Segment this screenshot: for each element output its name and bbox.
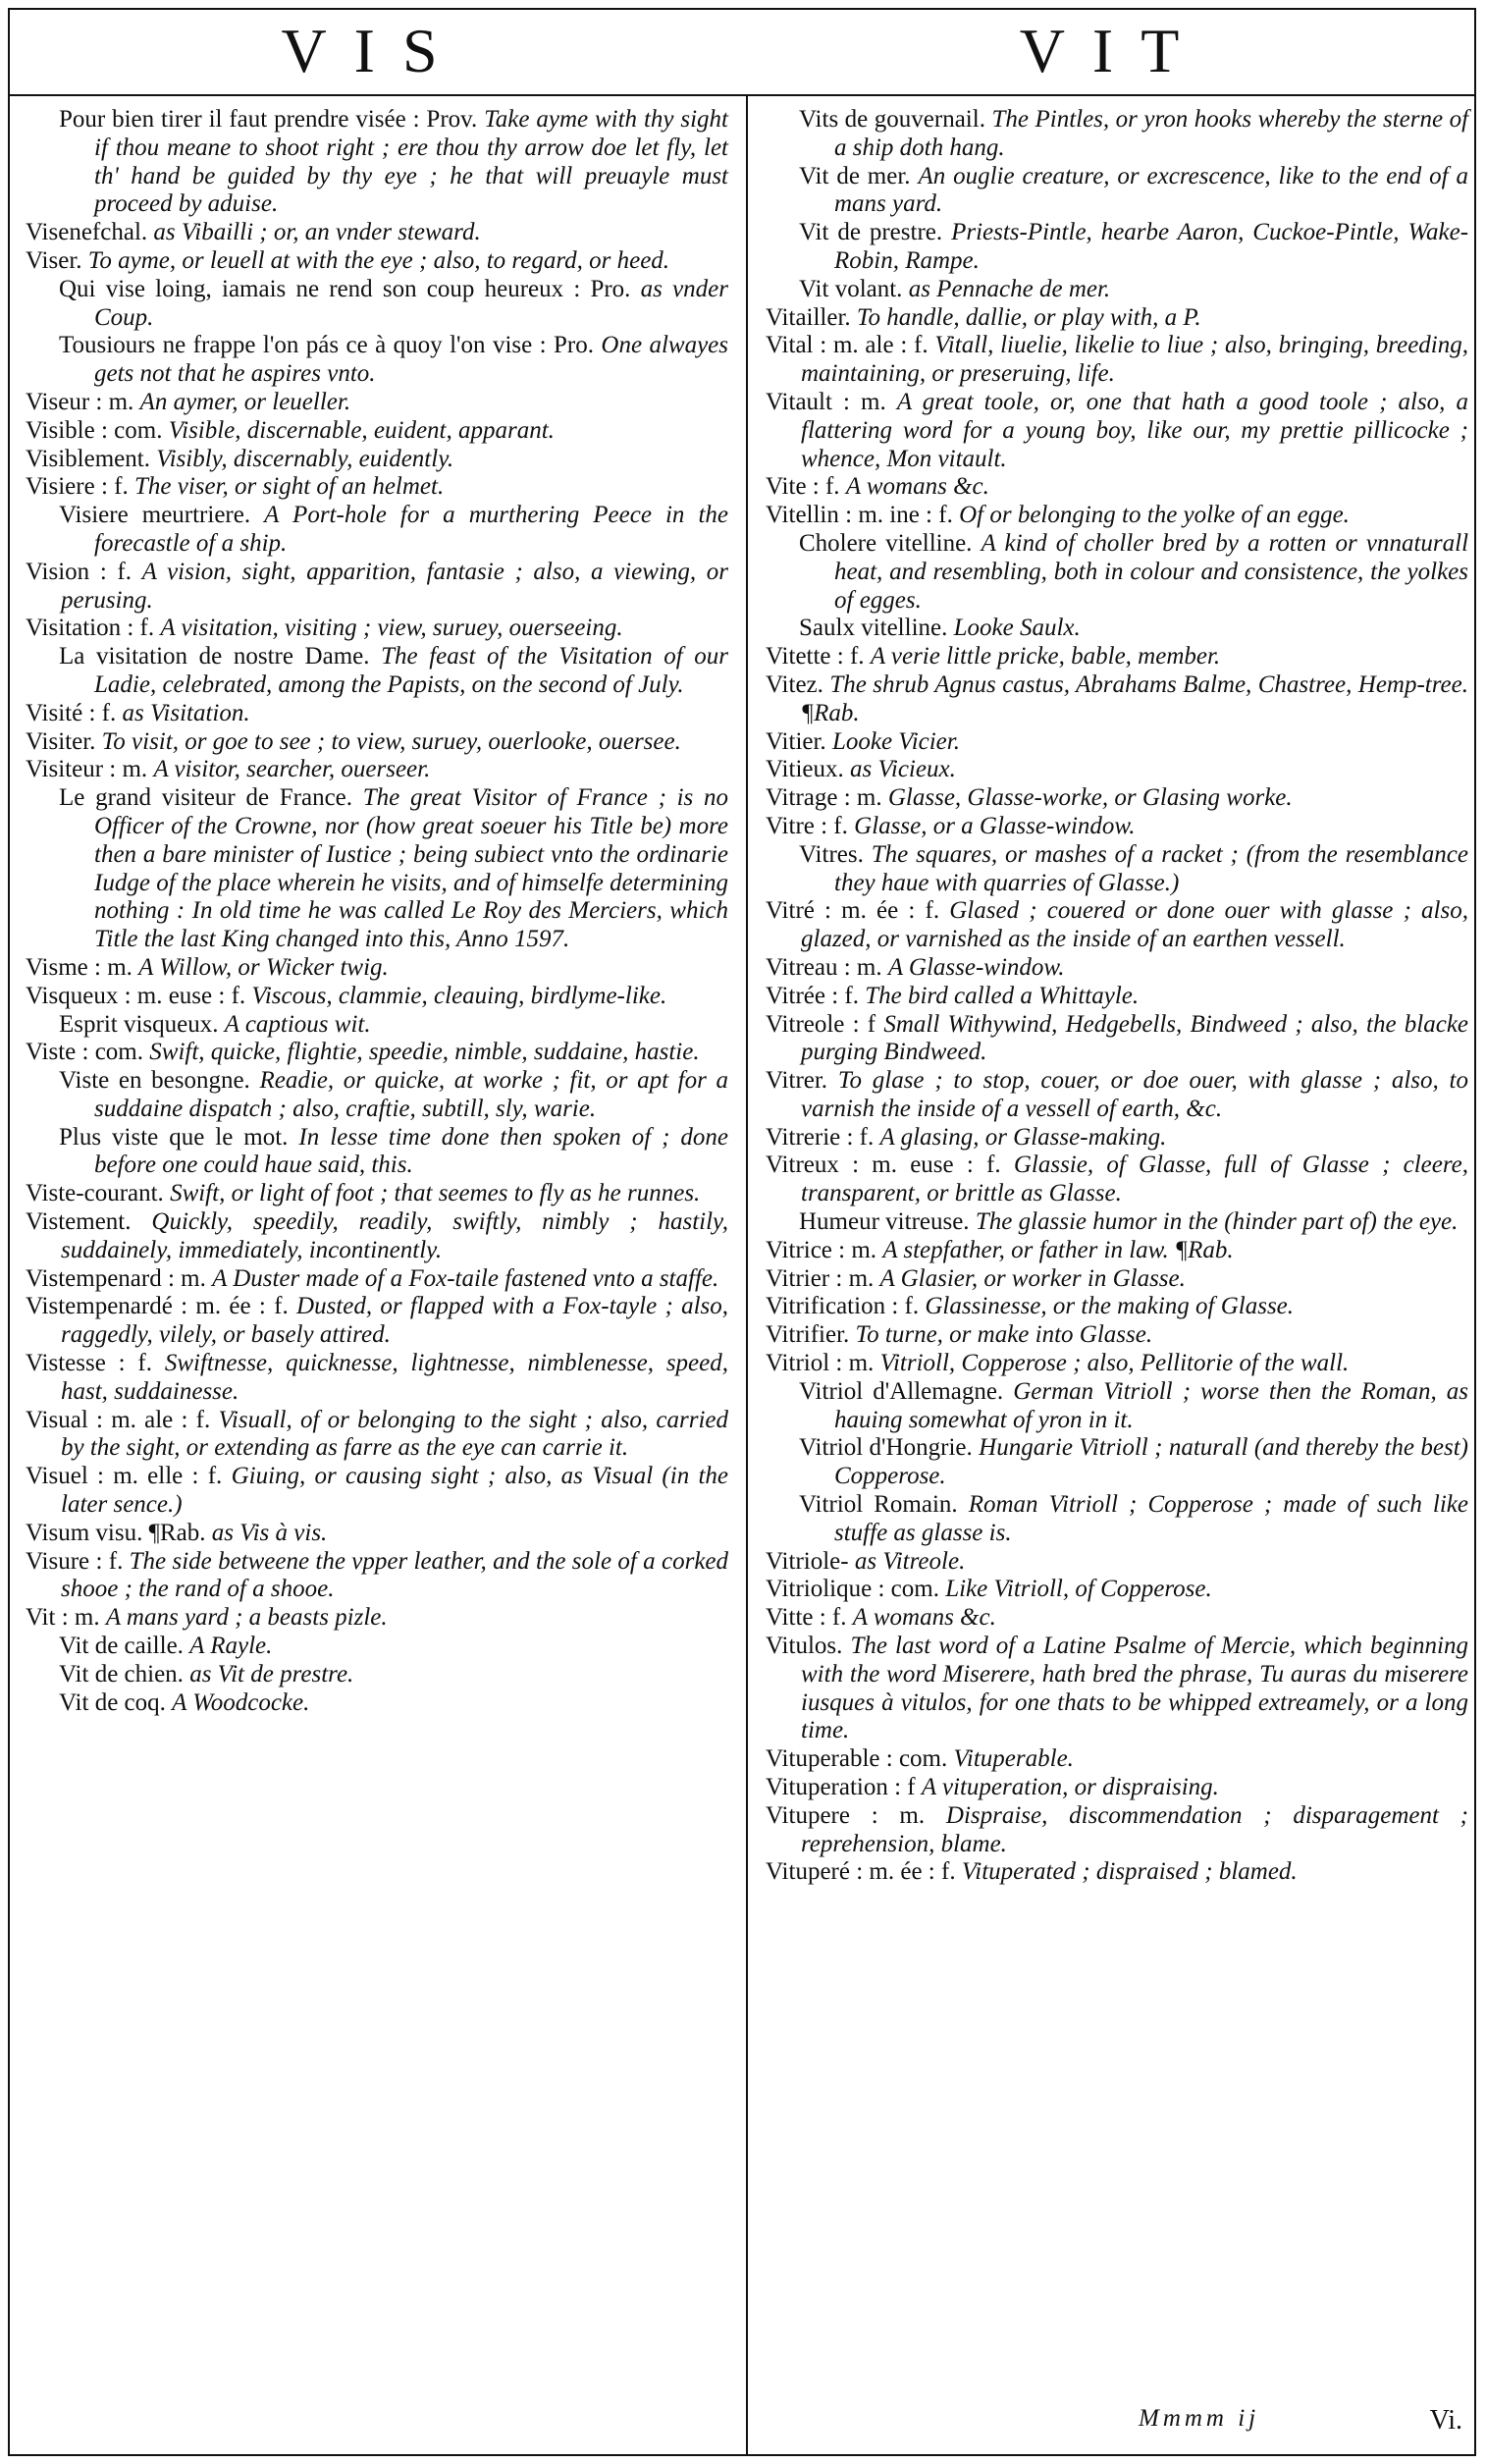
dictionary-entry [766, 671, 1468, 728]
definition: Dusted, or flapped with a Fox-tayle ; also, raggedly, vilely, or basely attired. [61, 1293, 729, 1349]
headword: Vitres. [799, 840, 864, 868]
headword: Vitrice : m. [766, 1236, 877, 1263]
dictionary-entry [766, 1321, 1468, 1350]
subentry [766, 106, 1468, 163]
subentry [766, 276, 1468, 304]
definition: as vnder Coup. [94, 275, 728, 331]
definition: To handle, dallie, or play with, a P. [856, 303, 1201, 331]
dictionary-entry [766, 1152, 1468, 1208]
definition: Glassinesse, or the making of Glasse. [925, 1293, 1295, 1320]
headword: Vitault : m. [766, 388, 886, 415]
dictionary-entry [766, 304, 1468, 333]
headword: Visité : f. [26, 699, 117, 726]
definition: A captious wit. [224, 1010, 371, 1038]
dictionary-entry [26, 1548, 728, 1605]
definition: The shrub Agnus castus, Abrahams Balme, Chastree, Hemp-tree. ¶Rab. [801, 670, 1468, 726]
subentry [26, 1661, 728, 1689]
definition: Swiftnesse, quicknesse, lightnesse, nimblenesse, speed, hast, suddainesse. [61, 1350, 728, 1405]
definition: A Duster made of a Fox-taile fastened vnto a staffe. [212, 1264, 719, 1292]
dictionary-entry [766, 332, 1468, 389]
headword: Vituperation : f [766, 1774, 916, 1801]
headword: Visum visu. ¶Rab. [26, 1519, 206, 1546]
headword: Vitriolique : com. [766, 1576, 939, 1603]
signature-mark: Mmmm ij [1139, 2405, 1260, 2432]
subentry [766, 1491, 1468, 1548]
definition: Vitall, liuelie, likelie to liue ; also, bringing, breeding, maintaining, or preseruing, life. [801, 332, 1468, 388]
definition: as Pennache de mer. [908, 275, 1111, 302]
headword: Vital : m. ale : f. [766, 332, 929, 359]
dictionary-entry [26, 219, 728, 247]
subentry [766, 219, 1468, 276]
dictionary-entry [766, 1124, 1468, 1152]
headword: Visiere : f. [26, 473, 129, 501]
headword: Vitrage : m. [766, 784, 882, 812]
dictionary-entry [766, 983, 1468, 1011]
definition: A visitation, visiting ; view, suruey, ouerseeing. [160, 615, 623, 642]
dictionary-entry [26, 417, 728, 446]
dictionary-entry [26, 615, 728, 643]
headword: Vitez. [766, 670, 823, 698]
headword: Vitrer. [766, 1067, 828, 1095]
left-column [26, 106, 728, 1717]
definition: The great Visitor of France ; is no Officer of the Crowne, nor (how great soeuer his Title be) more then a bare minister of Iustice ; being subiect vnto the ordinarie Iudge of the place wherein he visits, and of himselfe determining nothing : In old time he was called Le Roy des Merciers, which Title the last King changed into this, Anno 1597. [94, 784, 729, 953]
headword: Vite : f. [766, 473, 840, 501]
definition: German Vitrioll ; worse then the Roman, as hauing somewhat of yron in it. [834, 1377, 1468, 1433]
headword: Tousiours ne frappe l'on pás ce à quoy l'on vise : Pro. [59, 332, 594, 359]
definition: Visibly, discernably, euidently. [156, 445, 454, 472]
definition: Vitrioll, Copperose ; also, Pellitorie of the wall. [879, 1350, 1350, 1377]
headword: Vit de mer. [799, 162, 911, 189]
headword: Vitriol d'Hongrie. [799, 1434, 973, 1462]
column-rule [746, 94, 748, 2456]
definition: A womans &c. [852, 1604, 996, 1632]
headword: Vistempenard : m. [26, 1264, 206, 1292]
definition: An ouglie creature, or excrescence, like to the end of a mans yard. [834, 162, 1468, 218]
headword: Esprit visqueux. [59, 1010, 219, 1038]
dictionary-entry [766, 1265, 1468, 1294]
headword: Visiere meurtriere. [59, 502, 251, 529]
subentry [766, 530, 1468, 615]
dictionary-entry [766, 954, 1468, 983]
definition: Readie, or quicke, at worke ; fit, or apt for a suddaine dispatch ; also, craftie, subtill, sly, warie. [94, 1067, 728, 1122]
definition: as Vis à vis. [211, 1519, 328, 1546]
dictionary-entry [766, 1067, 1468, 1124]
headword: Saulx vitelline. [799, 615, 948, 642]
definition: A visitor, searcher, ouerseer. [153, 756, 431, 783]
dictionary-entry [26, 1350, 728, 1407]
definition: Priests-Pintle, hearbe Aaron, Cuckoe-Pintle, Wake-Robin, Rampe. [834, 219, 1469, 274]
dictionary-entry [766, 784, 1468, 813]
dictionary-entry [26, 1039, 728, 1067]
headword: Vitreole : f [766, 1010, 876, 1038]
dictionary-entry [766, 1802, 1468, 1859]
subentry [26, 1689, 728, 1718]
headword: Plus viste que le mot. [59, 1123, 289, 1151]
headword: Vistement. [26, 1208, 132, 1236]
definition: Glasse, or a Glasse-window. [854, 812, 1136, 839]
definition: The side betweene the vpper leather, and the sole of a corked shooe ; the rand of a shooe. [61, 1547, 729, 1603]
headword: Vitrier : m. [766, 1264, 875, 1292]
definition: A Rayle. [189, 1633, 273, 1660]
headword: Qui vise loing, iamais ne rend son coup heureux : Pro. [59, 275, 631, 302]
headword: Viste : com. [26, 1039, 144, 1066]
subentry [26, 1067, 728, 1124]
definition: One alwayes gets not that he aspires vnto. [94, 332, 728, 388]
definition: as Visitation. [122, 699, 250, 726]
headword: Vitriol Romain. [799, 1491, 958, 1519]
dictionary-entry [766, 728, 1468, 757]
definition: A Woodcocke. [172, 1688, 310, 1716]
dictionary-entry [766, 813, 1468, 841]
definition: The feast of the Visitation of our Ladie, celebrated, among the Papists, on the second of July. [94, 643, 728, 698]
definition: The squares, or mashes of a racket ; (from the resemblance they haue with quarries of Glasse.) [834, 840, 1469, 896]
subentry [26, 332, 728, 389]
headword: Vitieux. [766, 756, 844, 783]
subentry [26, 1011, 728, 1040]
dictionary-entry [766, 1350, 1468, 1378]
dictionary-entry [766, 1576, 1468, 1604]
definition: Small Withywind, Hedgebells, Bindweed ; also, the blacke purging Bindweed. [801, 1010, 1469, 1066]
headword: Vitriol d'Allemagne. [799, 1377, 1004, 1405]
definition: A stepfather, or father in law. ¶Rab. [882, 1236, 1234, 1263]
subentry [766, 1208, 1468, 1237]
headword: Visqueux : m. euse : f. [26, 982, 246, 1009]
dictionary-entry [26, 954, 728, 983]
headword: Viste-courant. [26, 1180, 164, 1207]
headword: Vision : f. [26, 558, 132, 585]
definition: The last word of a Latine Psalme of Mercie, which beginning with the word Miserere, hath bred the phrase, Tu auras du miserere iusques à vitulos, for one thats to be whipped extreamely, or a long time. [801, 1633, 1468, 1744]
definition: Glasse, Glasse-worke, or Glasing worke. [887, 784, 1293, 812]
definition: Viscous, clammie, cleauing, birdlyme-like. [251, 982, 667, 1009]
headword: Vits de gouvernail. [799, 106, 985, 133]
definition: The Pintles, or yron hooks whereby the sterne of a ship doth hang. [834, 106, 1469, 161]
headword: Vit : m. [26, 1604, 100, 1632]
definition: An aymer, or leueller. [139, 388, 351, 415]
definition: A great toole, or, one that hath a good toole ; also, a flattering word for a young boy, like our, my prettie pillicocke ; whence, Mon vitault. [801, 388, 1469, 472]
definition: Roman Vitrioll ; Copperose ; made of such like stuffe as glasse is. [834, 1491, 1468, 1546]
dictionary-entry [766, 1774, 1468, 1802]
headword: Visiter. [26, 727, 96, 755]
definition: as Vitreole. [854, 1547, 966, 1575]
right-column [766, 106, 1468, 1887]
headword: Vitellin : m. ine : f. [766, 502, 953, 529]
dictionary-entry [26, 1463, 728, 1520]
headword: Visitation : f. [26, 615, 155, 642]
dictionary-entry [766, 473, 1468, 502]
definition: Like Vitrioll, of Copperose. [945, 1576, 1212, 1603]
headword: Pour bien tirer il faut prendre visée : Prov. [59, 106, 478, 133]
definition: Of or belonging to the yolke of an egge. [959, 502, 1350, 529]
headword: Vituperable : com. [766, 1745, 948, 1773]
headword: Vistesse : f. [26, 1350, 153, 1377]
headword: Vitrifier. [766, 1321, 850, 1349]
headword: Cholere vitelline. [799, 529, 973, 557]
definition: A Port-hole for a murthering Peece in the forecastle of a ship. [94, 502, 729, 557]
dictionary-entry [26, 1520, 728, 1548]
headword: Visiblement. [26, 445, 150, 472]
dictionary-entry [766, 389, 1468, 473]
definition: Giuing, or causing sight ; also, as Visual (in the later sence.) [61, 1463, 728, 1519]
dictionary-entry [766, 1745, 1468, 1774]
headword: Vitette : f. [766, 643, 865, 670]
definition: Glassie, of Glasse, full of Glasse ; cleere, transparent, or brittle as Glasse. [801, 1152, 1469, 1207]
subentry [26, 106, 728, 219]
dictionary-entry [26, 1208, 728, 1265]
page-footer [766, 2405, 1468, 2444]
definition: To ayme, or leuell at with the eye ; also, to regard, or heed. [87, 246, 670, 274]
dictionary-entry [26, 1293, 728, 1350]
headword: Visual : m. ale : f. [26, 1406, 211, 1433]
definition: Quickly, speedily, readily, swiftly, nimbly ; hastily, suddainely, immediately, incontinently. [61, 1208, 729, 1263]
headword: Vitulos. [766, 1633, 843, 1660]
headword: Vit de prestre. [799, 219, 943, 246]
headword: Vitrification : f. [766, 1293, 920, 1320]
headword: Vitreau : m. [766, 953, 882, 981]
dictionary-entry [766, 1633, 1468, 1745]
definition: The glassie humor in the (hinder part of) the eye. [975, 1208, 1459, 1236]
definition: Visible, discernable, euident, apparant. [168, 416, 555, 444]
subentry [766, 841, 1468, 898]
definition: Looke Saulx. [953, 615, 1081, 642]
headword: Visure : f. [26, 1547, 124, 1575]
definition: The viser, or sight of an helmet. [133, 473, 445, 501]
headword: Vit de caille. [59, 1633, 184, 1660]
definition: A verie little pricke, bable, member. [870, 643, 1221, 670]
dictionary-entry [26, 389, 728, 417]
definition: Glased ; couered or done ouer with glasse ; also, glazed, or varnished as the inside of an earthen vessell. [801, 897, 1468, 953]
headword: Viseur : m. [26, 388, 134, 415]
headword: Visiteur : m. [26, 756, 148, 783]
dictionary-entry [26, 473, 728, 502]
headword: Vistempenardé : m. ée : f. [26, 1293, 289, 1320]
dictionary-entry [26, 446, 728, 474]
headword: Vitrerie : f. [766, 1123, 875, 1151]
dictionary-entry [766, 1858, 1468, 1887]
subentry [26, 1633, 728, 1661]
definition: Swift, quicke, flightie, speedie, nimble, suddaine, hastie. [149, 1039, 700, 1066]
dictionary-entry [26, 1180, 728, 1208]
definition: To glase ; to stop, couer, or doe ouer, with glasse ; also, to varnish the inside of a vessell of earth, &c. [801, 1067, 1468, 1122]
dictionary-entry [766, 502, 1468, 530]
definition: as Vicieux. [850, 756, 956, 783]
definition: A Willow, or Wicker twig. [138, 953, 389, 981]
definition: A Glasse-window. [887, 953, 1065, 981]
definition: A kind of choller bred by a rotten or vnnaturall heat, and resembling, both in colour and consistence, the yolkes of egges. [834, 529, 1469, 614]
headword: Vitte : f. [766, 1604, 847, 1632]
dictionary-entry [766, 1604, 1468, 1633]
headword: Vitreux : m. euse : f. [766, 1152, 1001, 1179]
headword: Vit volant. [799, 275, 903, 302]
dictionary-entry [26, 1407, 728, 1464]
headword: La visitation de nostre Dame. [59, 643, 370, 670]
definition: To visit, or goe to see ; to view, suruey, ouerlooke, ouersee. [101, 727, 681, 755]
headword: Vitre : f. [766, 812, 848, 839]
definition: Take ayme with thy sight if thou meane to shoot right ; ere thou thy arrow doe let fly, let th' hand be guided by thy eye ; he that will preuayle must proceed by aduise. [94, 106, 728, 218]
dictionary-entry [26, 1604, 728, 1633]
definition: Visuall, of or belonging to the sight ; also, carried by the sight, or extending as farre as the eye can carrie it. [61, 1406, 729, 1462]
dictionary-entry [26, 559, 728, 616]
headword: Visible : com. [26, 416, 163, 444]
subentry [26, 502, 728, 559]
running-head-right: VIT [1019, 16, 1207, 85]
dictionary-entry [766, 897, 1468, 954]
definition: as Vibailli ; or, an vnder steward. [153, 219, 481, 246]
headword: Viser. [26, 246, 82, 274]
headword: Visuel : m. elle : f. [26, 1463, 223, 1490]
running-head-left: VIS [281, 16, 465, 85]
subentry [26, 784, 728, 954]
definition: In lesse time done then spoken of ; done before one could haue said, this. [94, 1123, 729, 1179]
subentry [766, 1378, 1468, 1435]
definition: A vituperation, or dispraising. [921, 1774, 1219, 1801]
definition: The bird called a Whittayle. [865, 982, 1140, 1009]
headword: Vitriol : m. [766, 1350, 875, 1377]
dictionary-entry [26, 728, 728, 757]
subentry [766, 1434, 1468, 1491]
dictionary-entry [766, 756, 1468, 784]
dictionary-entry [26, 247, 728, 276]
headword: Le grand visiteur de France. [59, 784, 353, 812]
headword: Viste en besongne. [59, 1067, 250, 1095]
definition: A vision, sight, apparition, fantasie ; also, a viewing, or perusing. [61, 558, 729, 614]
subentry [26, 1124, 728, 1181]
definition: Vituperable. [953, 1745, 1074, 1773]
definition: A Glasier, or worker in Glasse. [879, 1264, 1186, 1292]
definition: A mans yard ; a beasts pizle. [105, 1604, 388, 1632]
definition: To turne, or make into Glasse. [855, 1321, 1153, 1349]
headword: Humeur vitreuse. [799, 1208, 970, 1236]
header-rule [8, 94, 1476, 96]
dictionary-entry [26, 700, 728, 728]
definition: Vituperated ; dispraised ; blamed. [961, 1858, 1298, 1886]
headword: Vitré : m. ée : f. [766, 897, 940, 925]
subentry [26, 276, 728, 333]
subentry [26, 643, 728, 700]
definition: Dispraise, discommendation ; disparagement ; reprehension, blame. [801, 1801, 1469, 1857]
definition: A womans &c. [845, 473, 989, 501]
definition: Swift, or light of foot ; that seemes to fly as he runnes. [170, 1180, 701, 1207]
headword: Vitier. [766, 727, 826, 755]
dictionary-entry [766, 1548, 1468, 1577]
dictionary-entry [26, 1265, 728, 1294]
headword: Vit de coq. [59, 1688, 166, 1716]
headword: Vituperé : m. ée : f. [766, 1858, 956, 1886]
dictionary-entry [26, 756, 728, 784]
definition: Looke Vicier. [831, 727, 960, 755]
subentry [766, 615, 1468, 643]
headword: Visenefchal. [26, 219, 148, 246]
dictionary-entry [766, 1011, 1468, 1068]
definition: as Vit de prestre. [189, 1660, 354, 1687]
dictionary-entry [26, 983, 728, 1011]
headword: Vit de chien. [59, 1660, 184, 1687]
headword: Vitailler. [766, 303, 851, 331]
dictionary-entry [766, 1293, 1468, 1321]
headword: Vitrée : f. [766, 982, 859, 1009]
catchword: Vi. [1429, 2405, 1462, 2436]
dictionary-entry [766, 643, 1468, 671]
definition: Hungarie Vitrioll ; naturall (and thereby the best) Copperose. [834, 1434, 1469, 1490]
headword: Vitriole- [766, 1547, 849, 1575]
definition: A glasing, or Glasse-making. [879, 1123, 1167, 1151]
subentry [766, 163, 1468, 220]
headword: Visme : m. [26, 953, 133, 981]
dictionary-entry [766, 1237, 1468, 1265]
headword: Vitupere : m. [766, 1801, 926, 1829]
